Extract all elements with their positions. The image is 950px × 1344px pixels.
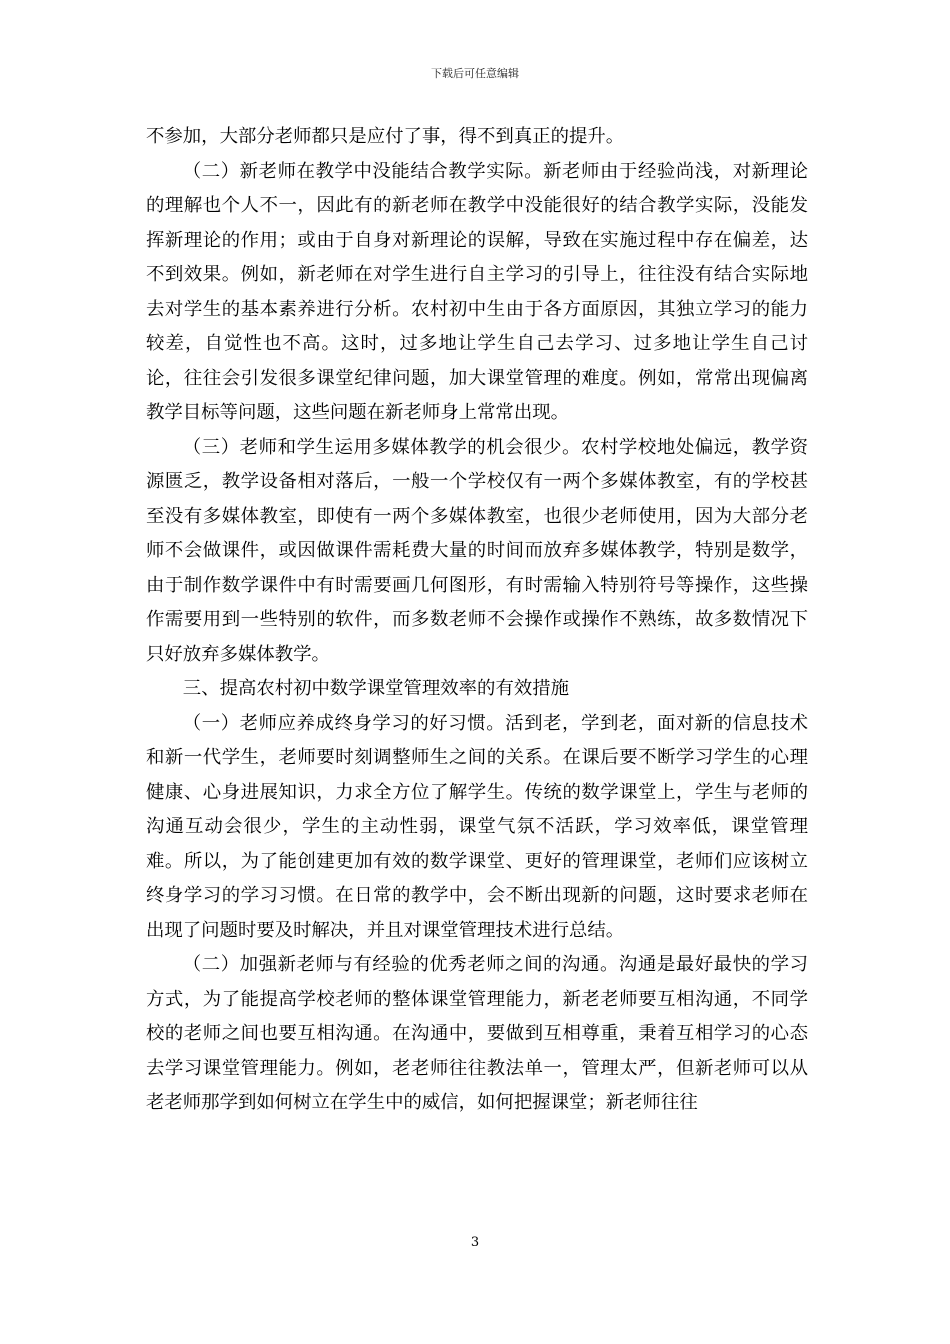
paragraph-section-2-2: （二）新老师在教学中没能结合教学实际。新老师由于经验尚浅，对新理论的理解也个人不一，因此有的新老师在教学中没能很好的结合教学实际，没能发挥新理论的作用；或由于自身对新理论的误解，导致在实施过程中存在偏差，达不到效果。例如，新老师在对学生进行自主学习的引导上，往往没有结合实际地去对学生的基本素养进行分析。农村初中生由于各方面原因，其独立学习的能力较差，自觉性也不高。这时，过多地让学生自己去学习、过多地让学生自己讨论，往往会引发很多课堂纪律问题，加大课堂管理的难度。例如，常常出现偏离教学目标等问题，这些问题在新老师身上常常出现。: [146, 160, 808, 423]
section-heading-3: 三、提高农村初中数学课堂管理效率的有效措施: [182, 678, 570, 699]
document-body: [146, 120, 808, 1121]
paragraph-section-3-2: （二）加强新老师与有经验的优秀老师之间的沟通。沟通是最好最快的学习方式，为了能提高学校老师的整体课堂管理能力，新老老师要互相沟通，不同学校的老师之间也要互相沟通。在沟通中，要做到互相尊重，秉着互相学习的心态去学习课堂管理能力。例如，老老师往往教法单一，管理太严，但新老师可以从老老师那学到如何树立在学生中的威信，如何把握课堂；新老师往往: [146, 954, 808, 1113]
page-number: 3: [470, 1235, 480, 1250]
page-header-note: 下载后可任意编辑: [431, 67, 519, 80]
paragraph-section-2-3: （三）老师和学生运用多媒体教学的机会很少。农村学校地处偏远，教学资源匮乏，教学设备相对落后，一般一个学校仅有一两个多媒体教室，有的学校甚至没有多媒体教室，即使有一两个多媒体教室，也很少老师使用，因为大部分老师不会做课件，或因做课件需耗费大量的时间而放弃多媒体教学，特别是数学，由于制作数学课件中有时需要画几何图形，有时需输入特别符号等操作，这些操作需要用到一些特别的软件，而多数老师不会操作或操作不熟练，故多数情况下只好放弃多媒体教学。: [146, 436, 808, 665]
paragraph-continuation: 不参加，大部分老师都只是应付了事，得不到真正的提升。: [146, 126, 625, 147]
paragraph-section-3-1: （一）老师应养成终身学习的好习惯。活到老，学到老，面对新的信息技术和新一代学生，老师要时刻调整师生之间的关系。在课后要不断学习学生的心理健康、心身进展知识，力求全方位了解学生。传统的数学课堂上，学生与老师的沟通互动会很少，学生的主动性弱，课堂气氛不活跃，学习效率低，课堂管理难。所以，为了能创建更加有效的数学课堂、更好的管理课堂，老师们应该树立终身学习的学习习惯。在日常的教学中，会不断出现新的问题，这时要求老师在出现了问题时要及时解决，并且对课堂管理技术进行总结。: [146, 712, 808, 941]
